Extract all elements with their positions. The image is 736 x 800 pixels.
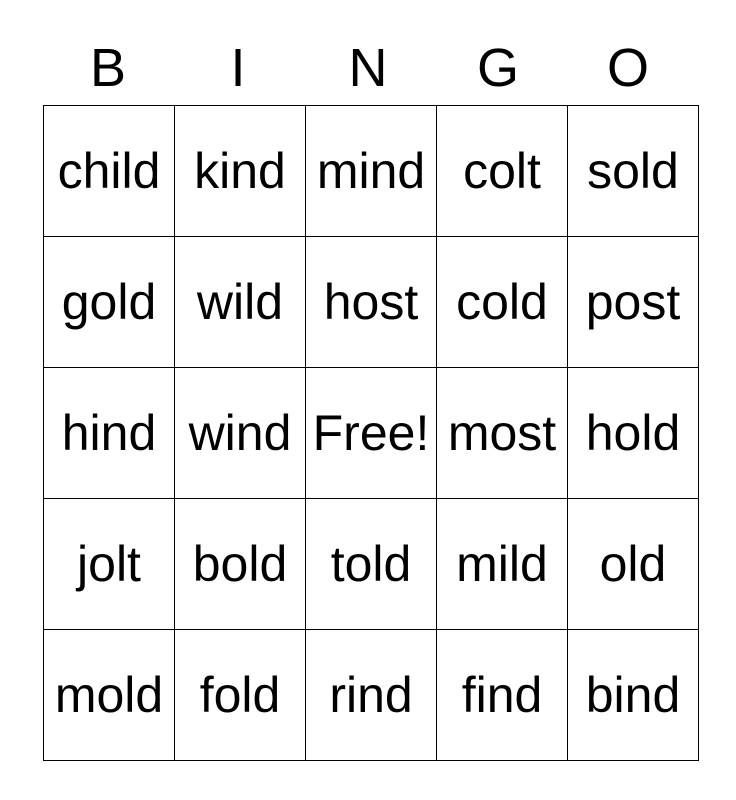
bingo-cell[interactable]: mold	[44, 630, 175, 761]
bingo-cell[interactable]: old	[568, 499, 699, 630]
bingo-cell[interactable]: mind	[306, 106, 437, 237]
header-letter-g: G	[476, 38, 519, 98]
bingo-cell[interactable]: colt	[437, 106, 568, 237]
bingo-cell[interactable]: kind	[175, 106, 306, 237]
bingo-cell[interactable]: cold	[437, 237, 568, 368]
bingo-grid	[43, 105, 699, 761]
header-letter-o: O	[606, 38, 649, 98]
header-letter-i: I	[230, 38, 246, 98]
bingo-cell[interactable]: host	[306, 237, 437, 368]
bingo-cell[interactable]: sold	[568, 106, 699, 237]
header-letter-n: N	[348, 38, 388, 98]
bingo-cell[interactable]: told	[306, 499, 437, 630]
bingo-cell[interactable]: child	[44, 106, 175, 237]
header-letter-b: B	[89, 38, 127, 98]
grid-row-1	[44, 106, 699, 237]
bingo-cell[interactable]: gold	[44, 237, 175, 368]
bingo-cell[interactable]: post	[568, 237, 699, 368]
bingo-cell[interactable]: bind	[568, 630, 699, 761]
bingo-cell[interactable]: wild	[175, 237, 306, 368]
bingo-cell[interactable]: fold	[175, 630, 306, 761]
grid-row-5	[44, 630, 699, 761]
bingo-cell-free[interactable]: Free!	[306, 368, 437, 499]
bingo-cell[interactable]: bold	[175, 499, 306, 630]
bingo-cell[interactable]: most	[437, 368, 568, 499]
bingo-cell[interactable]: rind	[306, 630, 437, 761]
bingo-cell[interactable]: find	[437, 630, 568, 761]
grid-row-4	[44, 499, 699, 630]
bingo-header	[43, 36, 693, 100]
bingo-cell[interactable]: hind	[44, 368, 175, 499]
bingo-cell[interactable]: jolt	[44, 499, 175, 630]
bingo-cell[interactable]: wind	[175, 368, 306, 499]
bingo-cell[interactable]: mild	[437, 499, 568, 630]
bingo-cell[interactable]: hold	[568, 368, 699, 499]
grid-row-3	[44, 368, 699, 499]
grid-row-2	[44, 237, 699, 368]
